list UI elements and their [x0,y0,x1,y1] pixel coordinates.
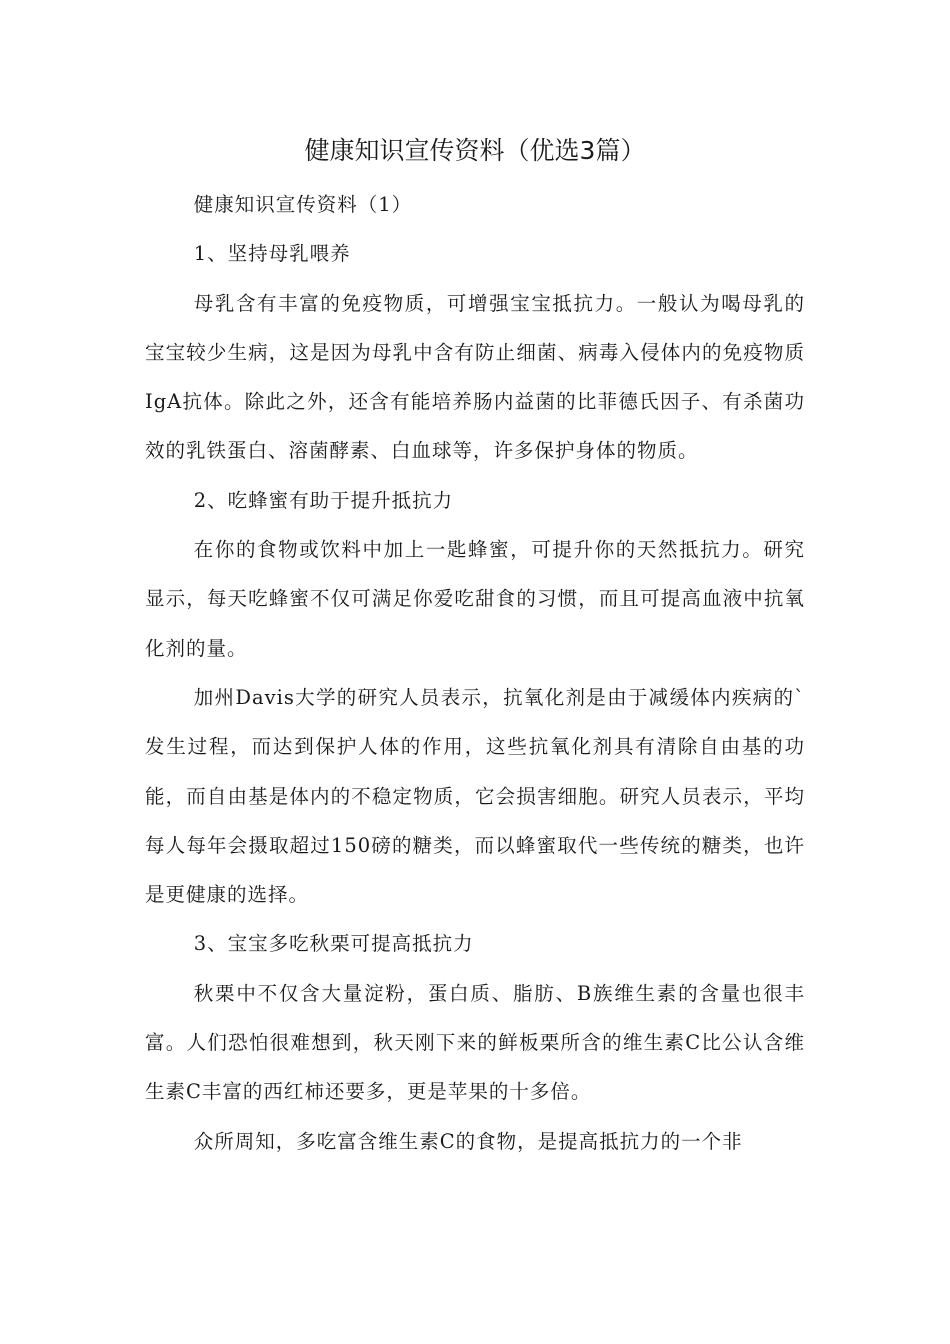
section-heading-2: 2、吃蜂蜜有助于提升抵抗力 [193,488,454,512]
body-paragraph: 母乳含有丰富的免疫物质，可增强宝宝抵抗力。一般认为喝母乳的宝宝较少生病，这是因为母乳中含有防止细菌、病毒入侵体内的免疫物质IgA抗体。除此之外，还含有能培养肠内益菌的比菲德氏因子、有杀菌功效的乳铁蛋白、溶菌酵素、白血球等，许多保护身体的物质。 [145,291,805,463]
body-paragraph: 众所周知，多吃富含维生素C的食物，是提高抵抗力的一个非 [193,1129,743,1153]
body-paragraph: 在你的食物或饮料中加上一匙蜂蜜，可提升你的天然抵抗力。研究显示，每天吃蜂蜜不仅可满足你爱吃甜食的习惯，而且可提高血液中抗氧化剂的量。 [145,538,805,660]
document-subtitle: 健康知识宣传资料（1） [193,193,413,216]
body-paragraph: 加州Davis大学的研究人员表示，抗氧化剂是由于减缓体内疾病的`发生过程，而达到保护人体的作用，这些抗氧化剂具有清除自由基的功能，而自由基是体内的不稳定物质，它会损害细胞。研究人员表示，平均每人每年会摄取超过150磅的糖类，而以蜂蜜取代一些传统的糖类，也许是更健康的选择。 [145,685,805,907]
document-title: 健康知识宣传资料（优选3篇） [304,136,646,165]
document-body [145,180,805,1166]
section-heading-3: 3、宝宝多吃秋栗可提高抵抗力 [193,932,474,956]
section-heading-1: 1、坚持母乳喂养 [193,242,351,266]
body-paragraph: 秋栗中不仅含大量淀粉，蛋白质、脂肪、B族维生素的含量也很丰富。人们恐怕很难想到，秋天刚下来的鲜板栗所含的维生素C比公认含维生素C丰富的西红柿还要多，更是苹果的十多倍。 [145,981,805,1104]
